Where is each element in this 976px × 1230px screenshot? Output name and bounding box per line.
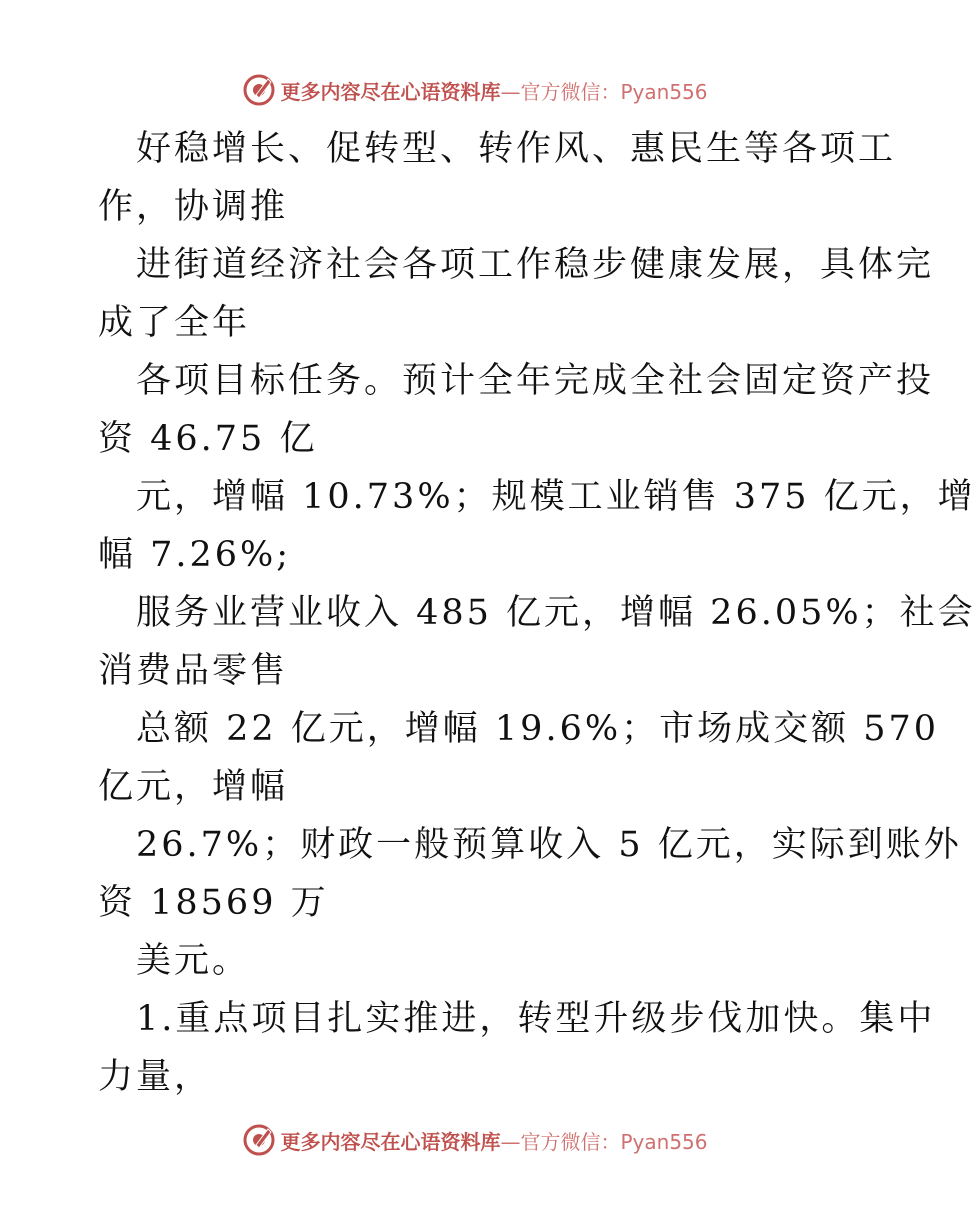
watermark-text	[280, 76, 707, 105]
watermark-sep: —官方微信：	[500, 1129, 621, 1154]
paragraph-line: 力量，	[98, 1057, 213, 1097]
paragraph-line: 作，协调推	[98, 187, 289, 227]
paragraph-line: 总额 22 亿元，增幅 19.6%；市场成交额 570	[136, 709, 940, 749]
paragraph-line: 资 46.75 亿	[98, 419, 318, 459]
paragraph-line: 26.7%；财政一般预算收入 5 亿元，实际到账外	[136, 825, 962, 865]
watermark-text	[280, 1126, 707, 1155]
pen-logo-icon	[242, 1123, 276, 1157]
document-body	[98, 120, 976, 1106]
watermark-wechat-id: Pyan556	[620, 79, 708, 104]
paragraph-line: 好稳增长、促转型、转作风、惠民生等各项工	[136, 129, 897, 169]
watermark-main: 更多内容尽在心语资料库	[280, 79, 501, 104]
paragraph-line: 成了全年	[98, 303, 251, 343]
paragraph-line: 资 18569 万	[98, 883, 329, 923]
footer-watermark	[0, 1120, 950, 1160]
paragraph-line: 亿元，增幅	[98, 767, 289, 807]
paragraph-line: 美元。	[136, 941, 251, 981]
watermark-wechat-id: Pyan556	[620, 1129, 708, 1154]
paragraph-line: 幅 7.26%;	[98, 535, 292, 575]
watermark-main: 更多内容尽在心语资料库	[280, 1129, 501, 1154]
paragraph-line: 元，增幅 10.73%；规模工业销售 375 亿元，增	[136, 477, 976, 517]
pen-logo-icon	[242, 73, 276, 107]
paragraph-line: 各项目标任务。预计全年完成全社会固定资产投	[136, 361, 935, 401]
paragraph-line: 服务业营业收入 485 亿元，增幅 26.05%；社会	[136, 593, 976, 633]
paragraph-line: 1.重点项目扎实推进，转型升级步伐加快。集中	[136, 999, 936, 1039]
paragraph-line: 消费品零售	[98, 651, 289, 691]
header-watermark	[0, 70, 950, 110]
watermark-sep: —官方微信：	[500, 79, 621, 104]
paragraph-line: 进街道经济社会各项工作稳步健康发展，具体完	[136, 245, 935, 285]
